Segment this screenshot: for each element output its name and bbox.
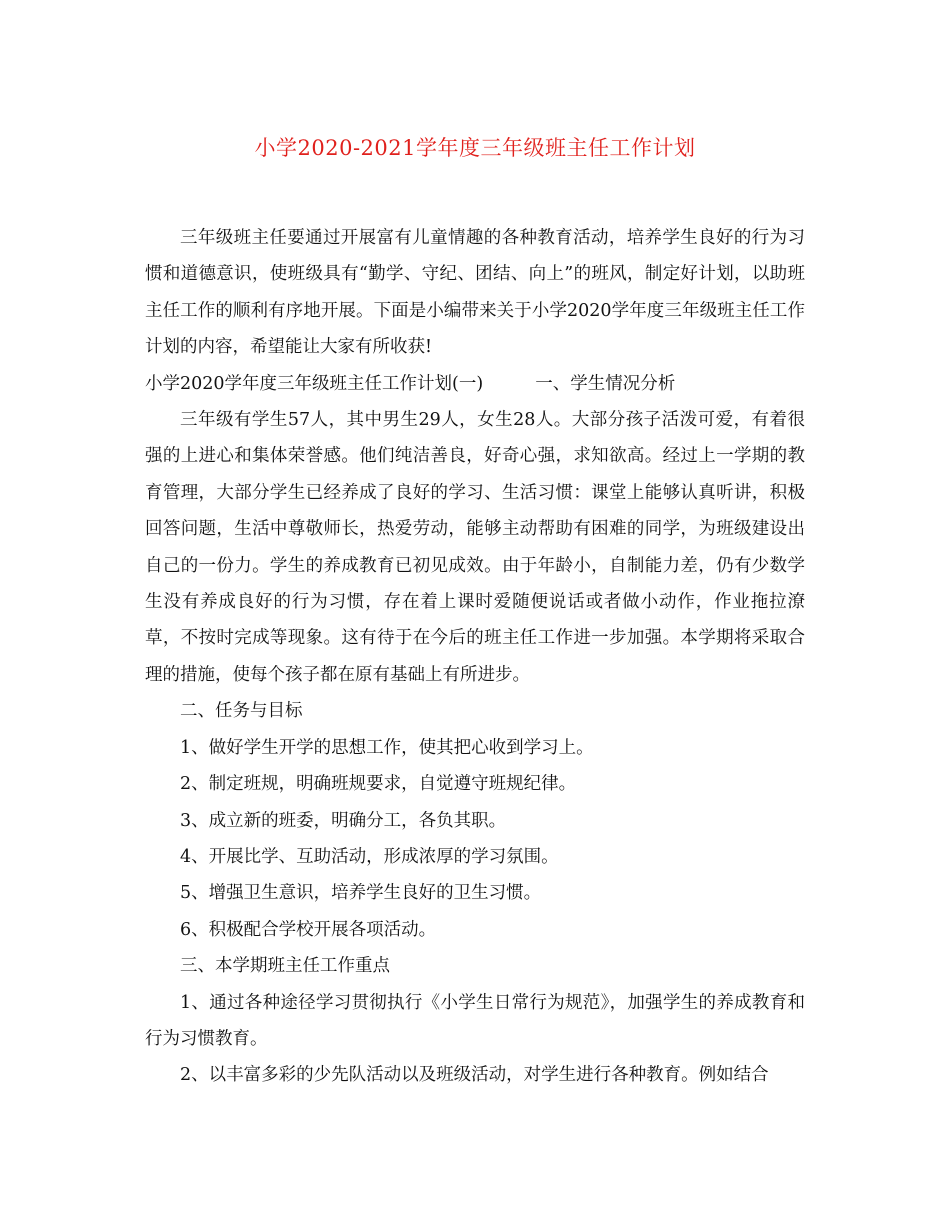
list-item: 5、增强卫生意识，培养学生良好的卫生习惯。 [180,883,542,904]
section1-paragraph: 三年级有学生57人，其中男生29人，女生28人。大部分孩子活泼可爱，有着很强的上进心和集体荣誉感。他们纯洁善良，好奇心强，求知欲高。经过上一学期的教育管理，大部分学生已经养成了良好的学习、生活习惯：课堂上能够认真听讲，积极回答问题，生活中尊敬师长，热爱劳动，能够主动帮助有困难的同学，为班级建设出自己的一份力。学生的养成教育已初见成效。由于年龄小，自制能力差，仍有少数学生没有养成良好的行为习惯，存在着上课时爱随便说话或者做小动作，作业拖拉潦草，不按时完成等现象。这有待于在今后的班主任工作进一步加强。本学期将采取合理的措施，使每个孩子都在原有基础上有所进步。 [145,410,805,685]
document-body [145,220,805,1094]
list-item: 2、制定班规，明确班规要求，自觉遵守班规纪律。 [180,774,577,795]
section2-heading: 二、任务与目标 [180,701,303,722]
list-item: 1、通过各种途径学习贯彻执行《小学生日常行为规范》，加强学生的养成教育和行为习惯教育。 [145,992,805,1049]
plan-subheading [145,366,805,402]
list-item: 6、积极配合学校开展各项活动。 [180,919,437,940]
list-item: 3、成立新的班委，明确分工，各负其职。 [180,810,507,831]
list-item: 4、开展比学、互助活动，形成浓厚的学习氛围。 [180,846,559,867]
document-title: 小学2020-2021学年度三年级班主任工作计划 [254,136,696,160]
plan-label: 小学2020学年度三年级班主任工作计划(一) [145,373,484,394]
intro-paragraph: 三年级班主任要通过开展富有儿童情趣的各种教育活动，培养学生良好的行为习惯和道德意识，使班级具有“勤学、守纪、团结、向上”的班风，制定好计划，以助班主任工作的顺利有序地开展。下面是小编带来关于小学2020学年度三年级班主任工作计划的内容，希望能让大家有所收获! [145,228,805,358]
list-item: 1、做好学生开学的思想工作，使其把心收到学习上。 [180,737,594,758]
section1-heading: 一、学生情况分析 [535,373,676,394]
list-item: 2、以丰富多彩的少先队活动以及班级活动，对学生进行各种教育。例如结合 [180,1065,769,1086]
section3-heading: 三、本学期班主任工作重点 [180,956,390,977]
